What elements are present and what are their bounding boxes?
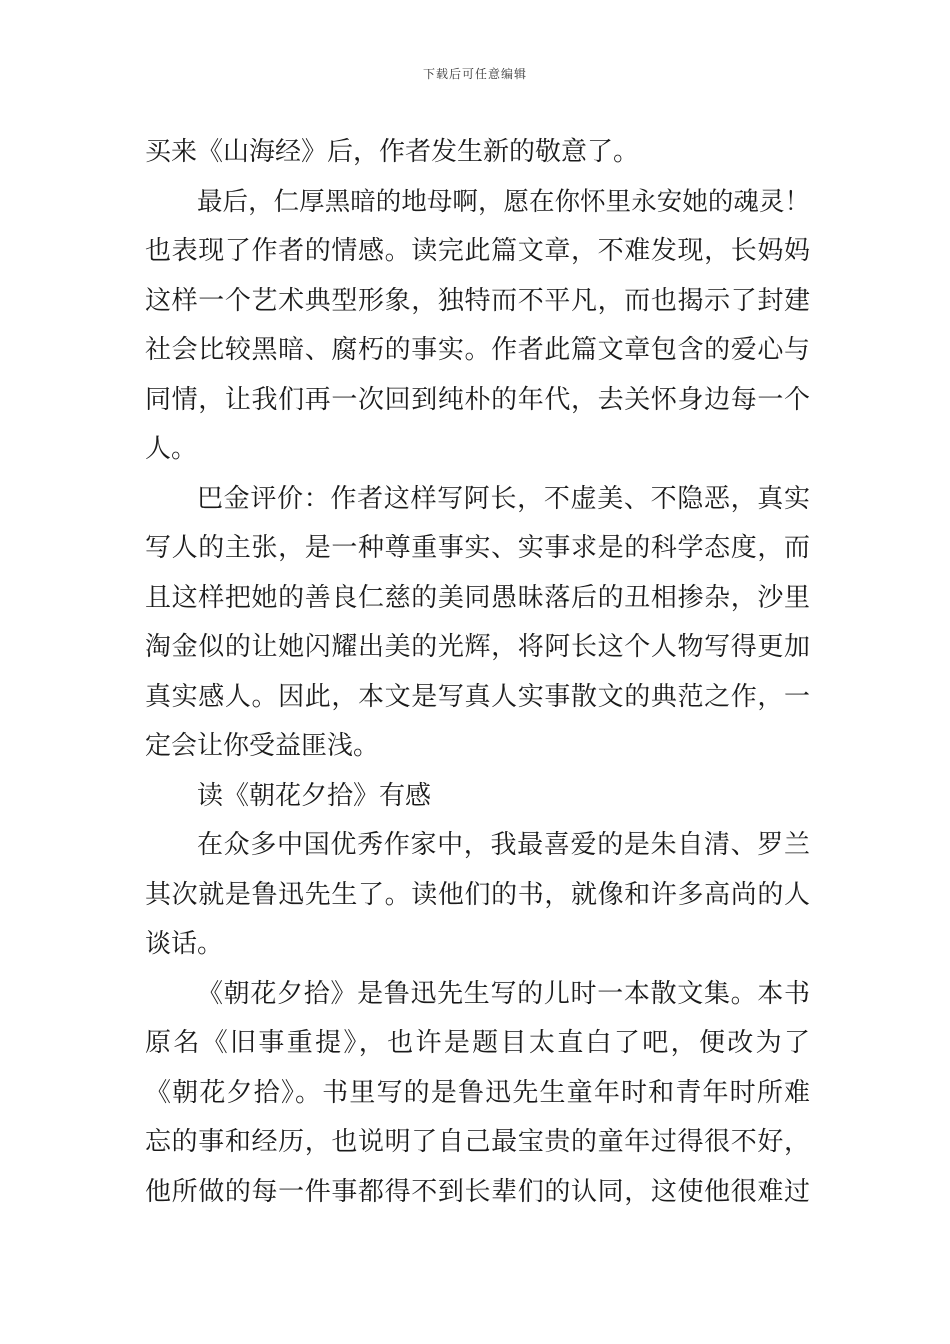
page-header: 下载后可任意编辑 [422, 67, 527, 81]
text-line: 他所做的每一件事都得不到长辈们的认同，这使他很难过 [145, 1176, 810, 1207]
text-line: 在众多中国优秀作家中，我最喜爱的是朱自清、罗兰 [197, 830, 810, 860]
text-line: 最后，仁厚黑暗的地母啊，愿在你怀里永安她的魂灵！ [197, 186, 810, 217]
text-line: 谈话。 [145, 929, 224, 959]
text-line: 真实感人。因此，本文是写真人实事散文的典范之作，一 [145, 681, 810, 712]
text-line: 淘金似的让她闪耀出美的光辉，将阿长这个人物写得更加 [145, 632, 810, 662]
text-line: 社会比较黑暗、腐朽的事实。作者此篇文章包含的爱心与 [145, 335, 810, 365]
text-line: 原名《旧事重提》，也许是题目太直白了吧，便改为了 [145, 1028, 810, 1058]
text-line: 《朝花夕拾》是鲁迅先生写的儿时一本散文集。本书 [197, 978, 810, 1009]
text-line: 这样一个艺术典型形象，独特而不平凡，而也揭示了封建 [145, 285, 810, 316]
text-line: 同情，让我们再一次回到纯朴的年代，去关怀身边每一个 [145, 384, 810, 415]
text-line: 人。 [145, 434, 198, 464]
text-line: 也表现了作者的情感。读完此篇文章，不难发现，长妈妈 [145, 236, 810, 266]
document-body [145, 128, 810, 1217]
text-line: 定会让你受益匪浅。 [145, 731, 380, 761]
text-line: 写人的主张，是一种尊重事实、实事求是的科学态度，而 [145, 533, 810, 563]
text-line: 买来《山海经》后，作者发生新的敬意了。 [145, 137, 640, 167]
text-line: 且这样把她的善良仁慈的美同愚昧落后的丑相掺杂，沙里 [145, 582, 810, 613]
text-line: 《朝花夕拾》。书里写的是鲁迅先生童年时和青年时所难 [145, 1077, 810, 1108]
text-line: 巴金评价：作者这样写阿长，不虚美、不隐恶，真实 [197, 483, 810, 514]
text-line: 忘的事和经历，也说明了自己最宝贵的童年过得很不好， [145, 1127, 810, 1157]
text-line: 其次就是鲁迅先生了。读他们的书，就像和许多高尚的人 [145, 879, 810, 910]
text-line: 读《朝花夕拾》有感 [197, 780, 432, 811]
